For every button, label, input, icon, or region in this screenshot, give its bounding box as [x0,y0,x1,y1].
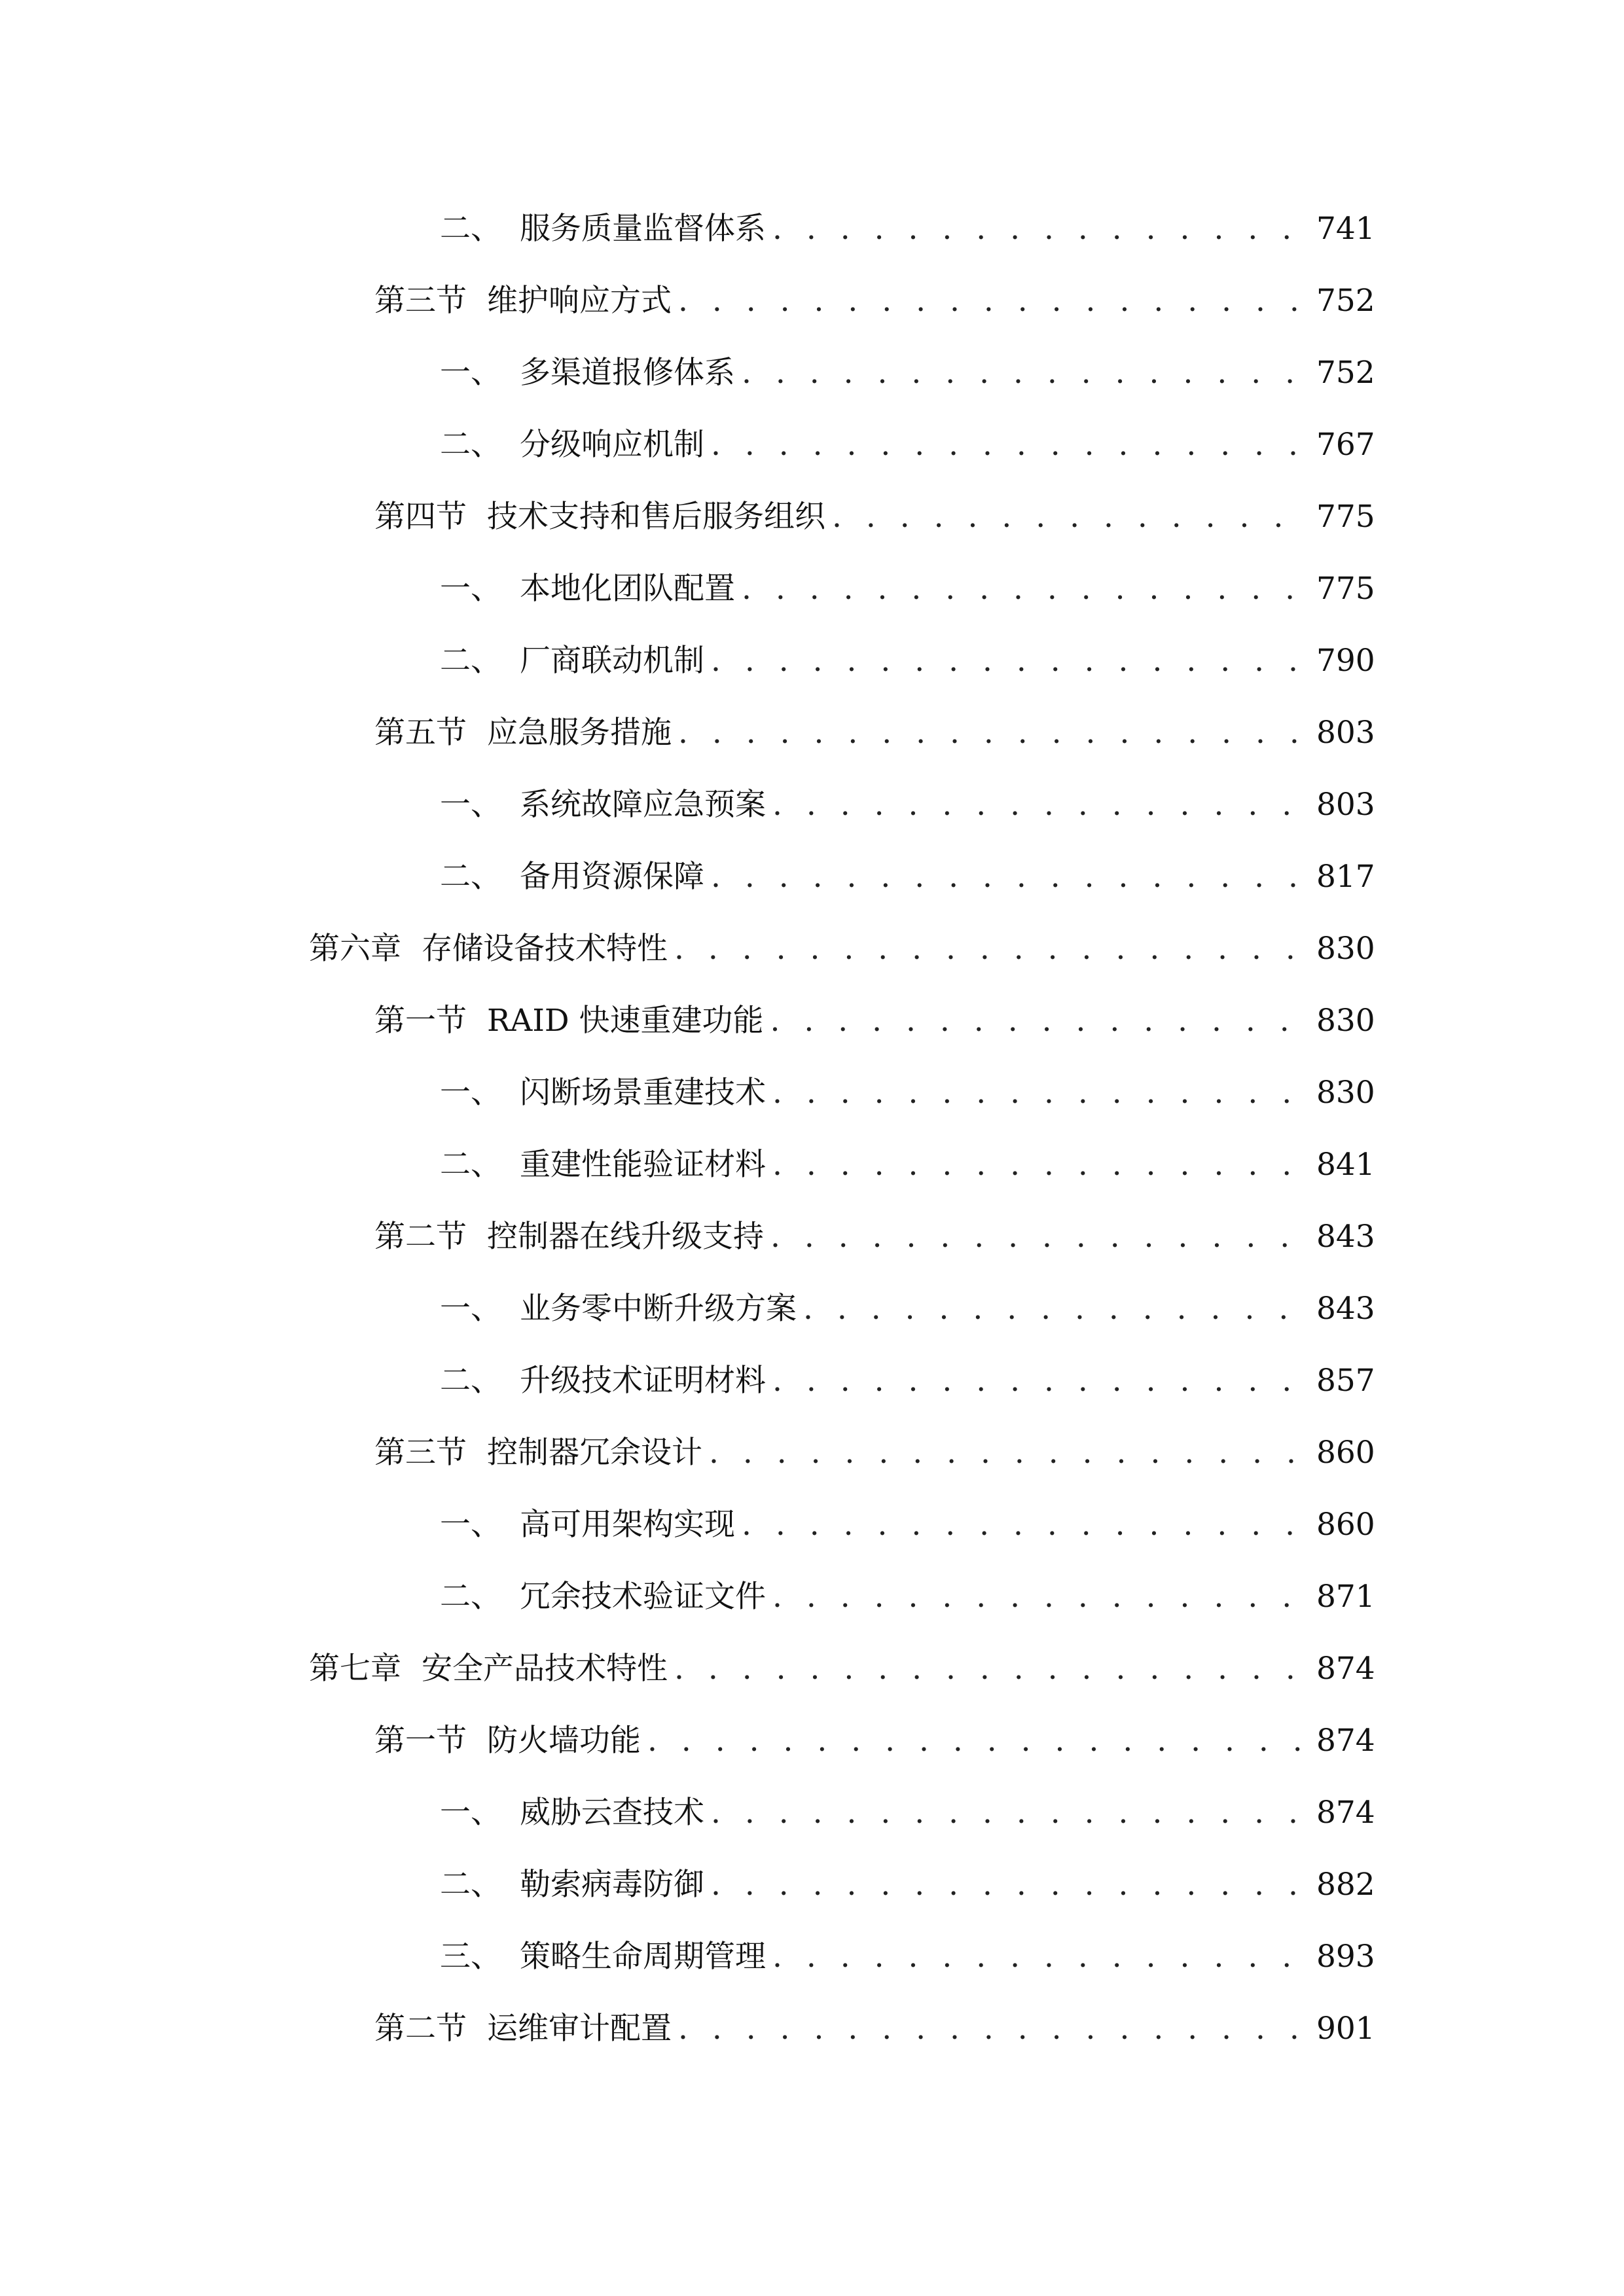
dot-leader [711,851,1307,903]
dot-leader [772,1067,1307,1119]
toc-entry-title: 应急服务措施 [487,715,672,751]
toc-entry-title: 本地化团队配置 [520,571,735,607]
toc-entry-label [374,1211,764,1263]
toc-entry-page: 752 [1316,283,1375,319]
toc-entry-number: 二、 [440,859,501,895]
dot-leader [772,1355,1307,1407]
toc-entry[interactable] [374,1715,1375,1767]
toc-entry-page: 893 [1316,1939,1375,1975]
toc-entry-number: 一、 [440,1075,501,1111]
toc-entry-title: 勒索病毒防御 [520,1867,704,1903]
toc-entry-number: 二、 [440,643,501,679]
toc-entry[interactable] [374,1211,1375,1263]
toc-entry-title: 策略生命周期管理 [520,1939,766,1975]
toc-entry-page: 830 [1316,1003,1375,1039]
toc-entry[interactable] [440,1355,1375,1407]
toc-entry-number: 二、 [440,1363,501,1399]
toc-entry-title: 威胁云查技术 [520,1795,704,1831]
toc-entry-label [440,635,704,687]
toc-entry-title: 控制器在线升级支持 [487,1219,764,1255]
dot-leader [772,779,1307,831]
toc-entry-number: 第六章 [309,931,401,967]
toc-entry-number: 一、 [440,571,501,607]
dot-leader [772,1139,1307,1191]
toc-entry-title: 闪断场景重建技术 [520,1075,766,1111]
toc-entry-label [440,419,704,471]
toc-entry-title: RAID 快速重建功能 [487,1003,764,1039]
toc-entry-page: 803 [1316,787,1375,823]
toc-entry-number: 一、 [440,787,501,823]
toc-entry-title: 分级响应机制 [520,427,704,463]
toc-entry-title: 运维审计配置 [487,2011,672,2047]
toc-entry-title: 安全产品技术特性 [422,1651,668,1687]
toc-entry-page: 874 [1316,1723,1375,1759]
toc-entry-page: 843 [1316,1219,1375,1255]
toc-entry[interactable] [440,1571,1375,1623]
toc-entry-page: 841 [1316,1147,1375,1183]
toc-entry[interactable] [440,1283,1375,1335]
dot-leader [772,1571,1307,1623]
toc-entry-page: 775 [1316,499,1375,535]
toc-entry-number: 第三节 [374,283,467,319]
toc-entry[interactable] [440,1139,1375,1191]
toc-entry[interactable] [440,563,1375,615]
dot-leader [711,635,1307,687]
toc-entry-page: 857 [1316,1363,1375,1399]
dot-leader [678,2003,1307,2055]
toc-entry[interactable] [440,1499,1375,1551]
toc-entry[interactable] [440,851,1375,903]
toc-entry-page: 817 [1316,859,1375,895]
toc-entry-page: 860 [1316,1507,1375,1543]
toc-entry-label [440,1787,704,1839]
toc-entry-page: 775 [1316,571,1375,607]
toc-entry-label [374,491,825,543]
toc-entry-label [440,1283,797,1335]
toc-entry-label [440,1571,766,1623]
toc-entry-page: 860 [1316,1435,1375,1471]
toc-entry-title: 存储设备技术特性 [422,931,668,967]
toc-entry-label [374,2003,672,2055]
toc-entry-label [309,923,668,975]
dot-leader [772,1931,1307,1983]
toc-entry-title: 冗余技术验证文件 [520,1579,766,1615]
toc-entry-page: 741 [1316,211,1375,247]
toc-entry-page: 874 [1316,1651,1375,1687]
toc-entry-label [309,1643,668,1695]
toc-entry-page: 901 [1316,2011,1375,2047]
toc-entry-page: 803 [1316,715,1375,751]
toc-entry-number: 第一节 [374,1723,467,1759]
toc-entry-number: 第七章 [309,1651,401,1687]
toc-entry-number: 一、 [440,1291,501,1327]
toc-entry-label [374,275,672,327]
dot-leader [770,995,1307,1047]
toc-entry-page: 752 [1316,355,1375,391]
toc-entry-page: 830 [1316,1075,1375,1111]
toc-entry-page: 830 [1316,931,1375,967]
toc-entry[interactable] [374,491,1375,543]
toc-entry-label [440,779,766,831]
toc-entry-title: 系统故障应急预案 [520,787,766,823]
toc-entry[interactable] [440,419,1375,471]
toc-entry-number: 二、 [440,1867,501,1903]
toc-entry-number: 一、 [440,1507,501,1543]
toc-entry[interactable] [374,707,1375,759]
toc-entry-title: 业务零中断升级方案 [520,1291,797,1327]
toc-entry-page: 871 [1316,1579,1375,1615]
toc-entry[interactable] [440,203,1375,255]
dot-leader [770,1211,1307,1263]
toc-entry-number: 第三节 [374,1435,467,1471]
toc-entry-label [440,1499,735,1551]
toc-entry[interactable] [440,779,1375,831]
toc-entry-number: 二、 [440,1147,501,1183]
toc-entry-label [374,707,672,759]
toc-entry[interactable] [309,1643,1375,1695]
toc-entry-number: 第二节 [374,2011,467,2047]
toc-entry-label [440,1859,704,1911]
toc-entry-page: 874 [1316,1795,1375,1831]
toc-entry-label [440,851,704,903]
toc-entry-page: 767 [1316,427,1375,463]
toc-entry-label [374,1715,641,1767]
toc-entry[interactable] [440,1787,1375,1839]
toc-entry-number: 一、 [440,355,501,391]
toc-entry-number: 第二节 [374,1219,467,1255]
dot-leader [711,1859,1307,1911]
dot-leader [647,1715,1307,1767]
toc-entry-title: 厂商联动机制 [520,643,704,679]
toc-entry[interactable] [440,1067,1375,1119]
toc-entry-label [440,563,735,615]
dot-leader [678,275,1307,327]
toc-entry-label [440,1931,766,1983]
toc-entry-number: 二、 [440,427,501,463]
toc-entry-title: 控制器冗余设计 [487,1435,702,1471]
toc-entry-title: 备用资源保障 [520,859,704,895]
dot-leader [674,923,1307,975]
dot-leader [678,707,1307,759]
toc-entry-number: 三、 [440,1939,501,1975]
toc-entry-title: 防火墙功能 [487,1723,641,1759]
toc-entry[interactable] [440,1931,1375,1983]
toc-entry-title: 技术支持和售后服务组织 [487,499,825,535]
toc-entry-page: 790 [1316,643,1375,679]
toc-entry-number: 第一节 [374,1003,467,1039]
toc-entry-label [440,1355,766,1407]
toc-entry[interactable] [374,275,1375,327]
toc-entry-number: 一、 [440,1795,501,1831]
toc-entry[interactable] [309,923,1375,975]
toc-entry-label [374,1427,702,1479]
dot-leader [742,563,1307,615]
toc-entry-label [440,1067,766,1119]
toc-entry-title: 维护响应方式 [487,283,672,319]
toc-entry-title: 升级技术证明材料 [520,1363,766,1399]
toc-entry-title: 服务质量监督体系 [520,211,766,247]
toc-entry[interactable] [374,1427,1375,1479]
toc-entry-number: 第四节 [374,499,467,535]
toc-entry-label [374,995,764,1047]
toc-entry-title: 高可用架构实现 [520,1507,735,1543]
dot-leader [674,1643,1307,1695]
toc-entry[interactable] [374,995,1375,1047]
dot-leader [772,203,1307,255]
toc-entry[interactable] [440,1859,1375,1911]
toc-entry-number: 二、 [440,211,501,247]
dot-leader [711,419,1307,471]
toc-entry-title: 重建性能验证材料 [520,1147,766,1183]
toc-entry[interactable] [440,347,1375,399]
toc-entry-page: 882 [1316,1867,1375,1903]
toc-entry[interactable] [374,2003,1375,2055]
dot-leader [832,491,1307,543]
dot-leader [742,1499,1307,1551]
toc-entry-number: 第五节 [374,715,467,751]
dot-leader [742,347,1307,399]
toc-entry-label [440,203,766,255]
toc-entry-label [440,347,735,399]
toc-entry-page: 843 [1316,1291,1375,1327]
toc-entry[interactable] [440,635,1375,687]
dot-leader [709,1427,1307,1479]
toc-entry-number: 二、 [440,1579,501,1615]
toc-entry-title: 多渠道报修体系 [520,355,735,391]
dot-leader [711,1787,1307,1839]
toc-entry-label [440,1139,766,1191]
dot-leader [803,1283,1307,1335]
